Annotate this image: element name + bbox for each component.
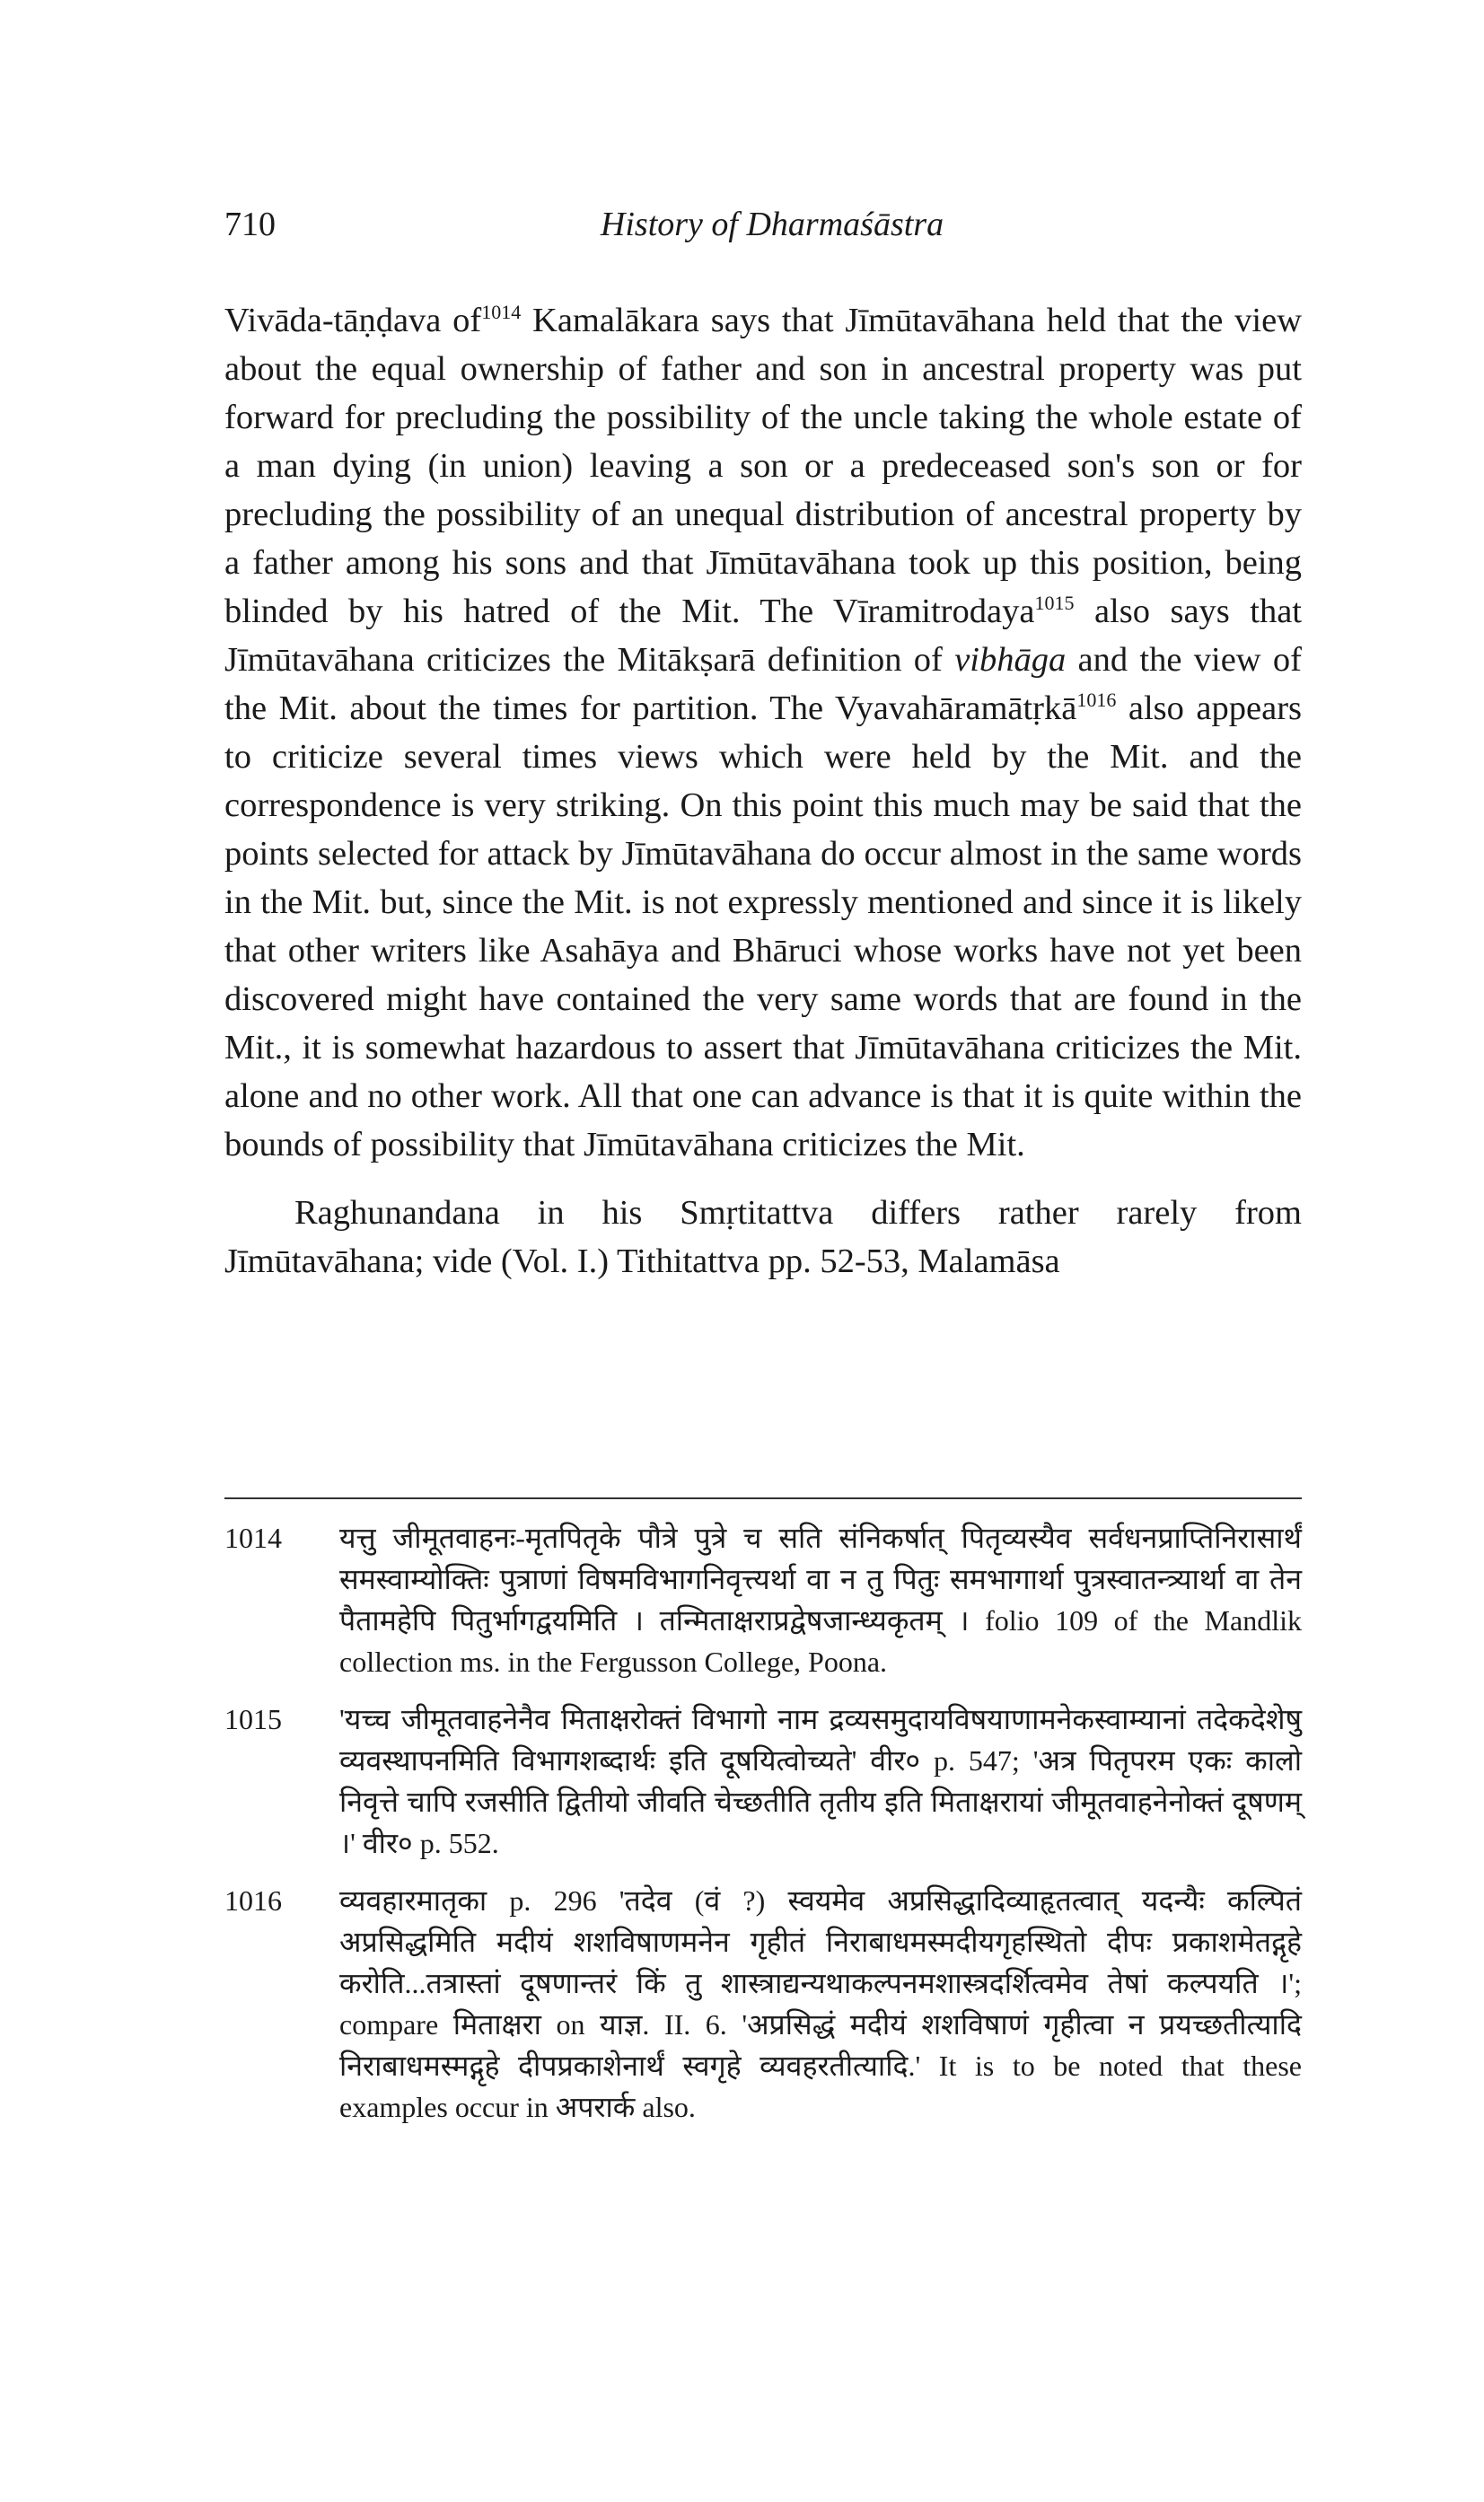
- page-number: 710: [224, 206, 276, 243]
- footnote-1014: [224, 1517, 1302, 1682]
- italic-term: vibhāga: [954, 641, 1067, 679]
- footnote-ref-1016: 1016: [1076, 689, 1117, 712]
- footnote-text: 'यच्च जीमूतवाहनेनैव मिताक्षरोक्तं विभागो नाम द्रव्यसमुदायविषयाणामनेकस्वाम्यानां तदेकदेशेषु व्यवस्थापनमिति विभागशब्दार्थः इति दूषयित्वोच्यते' वीर० p. 547; 'अत्र पितृपरम एकः कालो निवृत्ते चापि रजसीति द्वितीयो जीवति चेच्छतीति तृतीय इति मिताक्षरायां जीमूतवाहनेनोक्तं दूषणम् ।' वीर० p. 552.: [339, 1703, 1302, 1859]
- footnote-divider: [224, 1497, 1302, 1499]
- footnote-number: 1014: [224, 1522, 282, 1554]
- footnote-1016: [224, 1880, 1302, 2128]
- text-run: Kamalākara says that Jīmūtavāhana held that the view about the equal ownership of father and son in ancestral property was put forward for precluding the possibility of the uncle taking the whole estate of a man dying (in union) leaving a son or a predeceased son's son or for precluding the possibility of an unequal distribution of ancestral property by a father among his sons and that Jīmūtavāhana took up this position, being blinded by his hatred of the Mit. The Vīramitrodaya: [224, 302, 1303, 630]
- page-header: [224, 205, 1302, 259]
- text-run: and the view of the Mit. about the times for partition. The Vyavahāramātṛkā: [224, 641, 1302, 727]
- footnotes: [224, 1517, 1302, 2144]
- body-paragraph-1: [224, 296, 1302, 1169]
- main-text: [224, 296, 1302, 1286]
- footnote-text: यत्तु जीमूतवाहनः-मृतपितृके पौत्रे पुत्रे च सति संनिकर्षात् पितृव्यस्यैव सर्वधनप्राप्तिनिरासार्थं समस्वाम्योक्तिः पुत्राणां विषमविभागनिवृत्त्यर्था वा न तु पितुः समभागार्था पुत्रस्वातन्त्र्यार्था वा तेन पैतामहेपि पितुर्भागद्वयमिति । तन्मिताक्षराप्रद्वेषजान्ध्यकृतम् । folio 109 of the Mandlik collection ms. in the Fergusson College, Poona.: [339, 1522, 1302, 1678]
- footnote-ref-1014: 1014: [481, 301, 522, 324]
- footnote-ref-1015: 1015: [1034, 592, 1075, 615]
- body-paragraph-2: Raghunandana in his Smṛtitattva differs rather rarely from Jīmūtavāhana; vide (Vol. I.) Tithitattva pp. 52-53, Malamāsa: [224, 1194, 1302, 1280]
- footnote-text: व्यवहारमातृका p. 296 'तदेव (वं ?) स्वयमेव अप्रसिद्धादिव्याहृतत्वात् यदन्यैः कल्पितं अप्रसिद्धमिति मदीयं शशविषाणमनेन गृहीतं निराबाधमस्मदीयगृहस्थितो दीपः प्रकाशमेतद्गृहे करोति...तत्रास्तां दूषणान्तरं किं तु शास्त्राद्यन्यथाकल्पनमशास्त्रदर्शित्वमेव तेषां कल्पयति ।'; compare मिताक्षरा on याज्ञ. II. 6. 'अप्रसिद्धं मदीयं शशविषाणं गृहीत्वा न प्रयच्छतीत्यादि निराबाधमस्मद्गृहे दीपप्रकाशेनार्थं स्वगृहे व्यवहरतीत्यादि.' It is to be noted that these examples occur in अपरार्क also.: [339, 1884, 1302, 2123]
- running-title: History of Dharmaśāstra: [600, 206, 944, 243]
- text-run: Vivāda-tāṇḍava of: [224, 302, 482, 339]
- footnote-1015: [224, 1699, 1302, 1864]
- footnote-number: 1015: [224, 1703, 282, 1735]
- text-run: also appears to criticize several times views which were held by the Mit. and the correspondence is very striking. On this point this much may be said that the points selected for attack by Jīmūtavāhana do occur almost in the same words in the Mit. but, since the Mit. is not expressly mentioned and since it is likely that other writers like Asahāya and Bhāruci whose works have not yet been discovered might have contained the very same words that are found in the Mit., it is somewhat hazardous to assert that Jīmūtavāhana criticizes the Mit. alone and no other work. All that one can advance is that it is quite within the bounds of possibility that Jīmūtavāhana criticizes the Mit.: [224, 689, 1303, 1163]
- footnote-number: 1016: [224, 1884, 282, 1917]
- text-run: also says that Jīmūtavāhana criticizes the Mitākṣarā definition of: [224, 593, 1302, 679]
